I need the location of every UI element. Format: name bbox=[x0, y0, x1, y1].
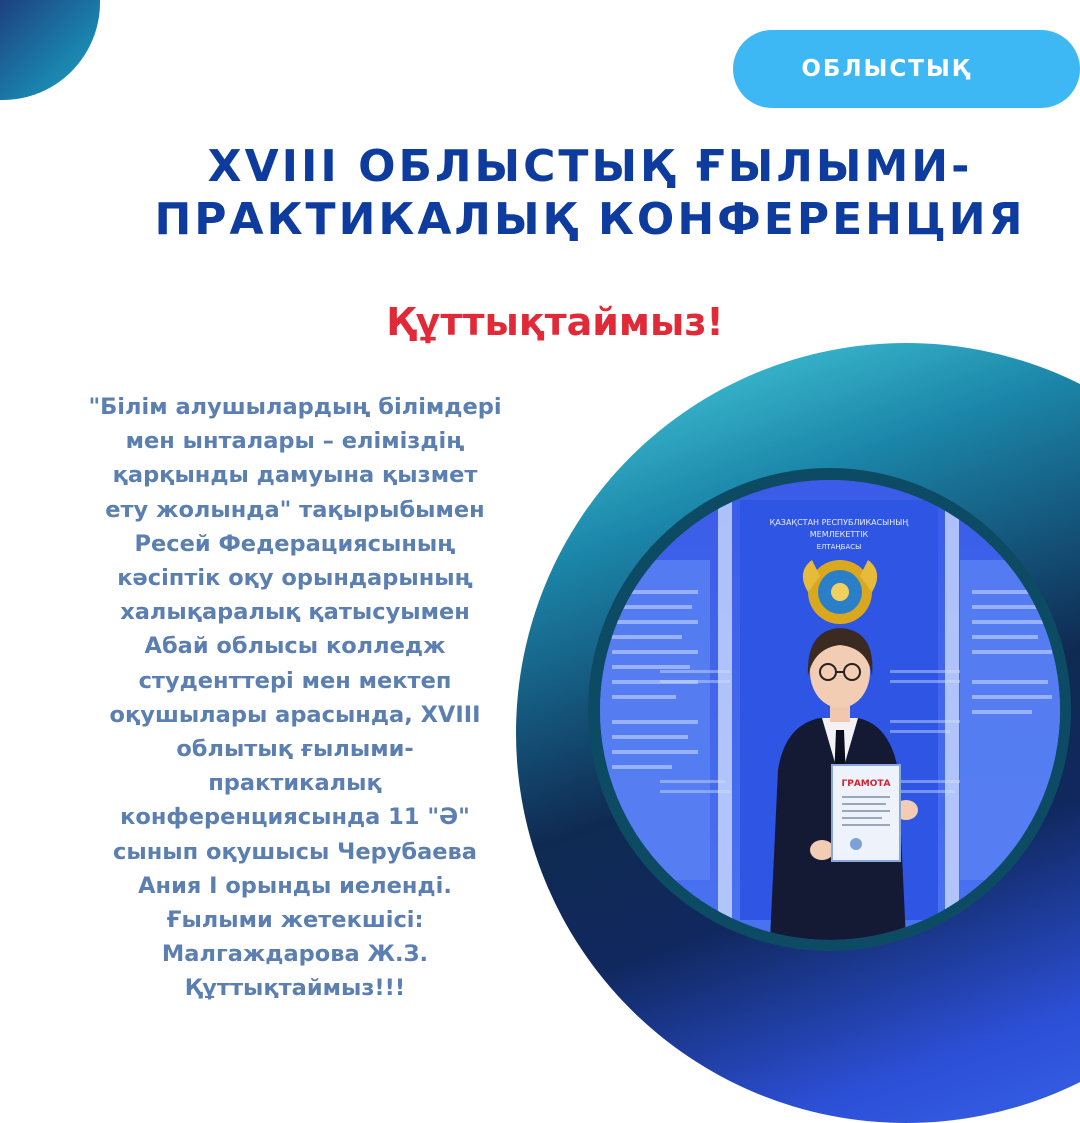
congratulations-heading: Құттықтаймыз! bbox=[386, 300, 724, 344]
body-line: Малгаждарова Ж.З. bbox=[161, 941, 429, 968]
body-line: мен ынталары – еліміздің bbox=[125, 428, 465, 455]
body-line: Абай облысы колледж bbox=[144, 633, 446, 660]
body-line: оқушылары арасында, XVIII bbox=[109, 701, 481, 728]
title-line-2: ПРАКТИКАЛЫҚ КОНФЕРЕНЦИЯ bbox=[154, 194, 1026, 245]
certificate-title: ГРАМОТА bbox=[841, 779, 891, 789]
title-line-1: XVIII ОБЛЫСТЫҚ ҒЫЛЫМИ- bbox=[207, 141, 973, 192]
body-line: ету жолында" тақырыбымен bbox=[105, 496, 485, 523]
student-photo bbox=[600, 480, 1060, 940]
region-badge bbox=[733, 30, 1080, 108]
announcement-text bbox=[40, 390, 550, 1006]
photo-illustration bbox=[600, 480, 1060, 940]
body-line: "Білім алушылардың білімдері bbox=[88, 394, 502, 420]
body-line: Ресей Федерациясының bbox=[134, 530, 456, 557]
body-line: сынып оқушысы Черубаева bbox=[113, 838, 477, 865]
wall-heading-line-1: ҚАЗАҚСТАН РЕСПУБЛИКАСЫНЫҢ bbox=[769, 518, 909, 527]
body-line: Құттықтаймыз!!! bbox=[184, 975, 406, 1002]
badge-label: ОБЛЫСТЫҚ bbox=[801, 56, 972, 82]
body-line: Ания I орынды иеленді. bbox=[138, 872, 452, 899]
body-line: конференциясында 11 "Ә" bbox=[120, 804, 470, 831]
corner-decoration-circle bbox=[0, 0, 100, 100]
wall-heading-line-3: ЕЛТАҢБАСЫ bbox=[816, 543, 862, 551]
body-line: Ғылыми жетекшісі: bbox=[166, 907, 424, 934]
wall-heading-line-2: МЕМЛЕКЕТТІК bbox=[809, 530, 869, 539]
body-line: облытық ғылыми- bbox=[176, 736, 414, 763]
body-line: қарқынды дамуына қызмет bbox=[112, 462, 478, 489]
body-line: студенттері мен мектеп bbox=[138, 667, 452, 694]
body-line: халықаралық қатысуымен bbox=[120, 599, 470, 626]
body-line: практикалық bbox=[208, 770, 382, 797]
body-line: кәсіптік оқу орындарының bbox=[117, 565, 473, 592]
certificate bbox=[832, 765, 900, 861]
page-title bbox=[90, 140, 1080, 246]
